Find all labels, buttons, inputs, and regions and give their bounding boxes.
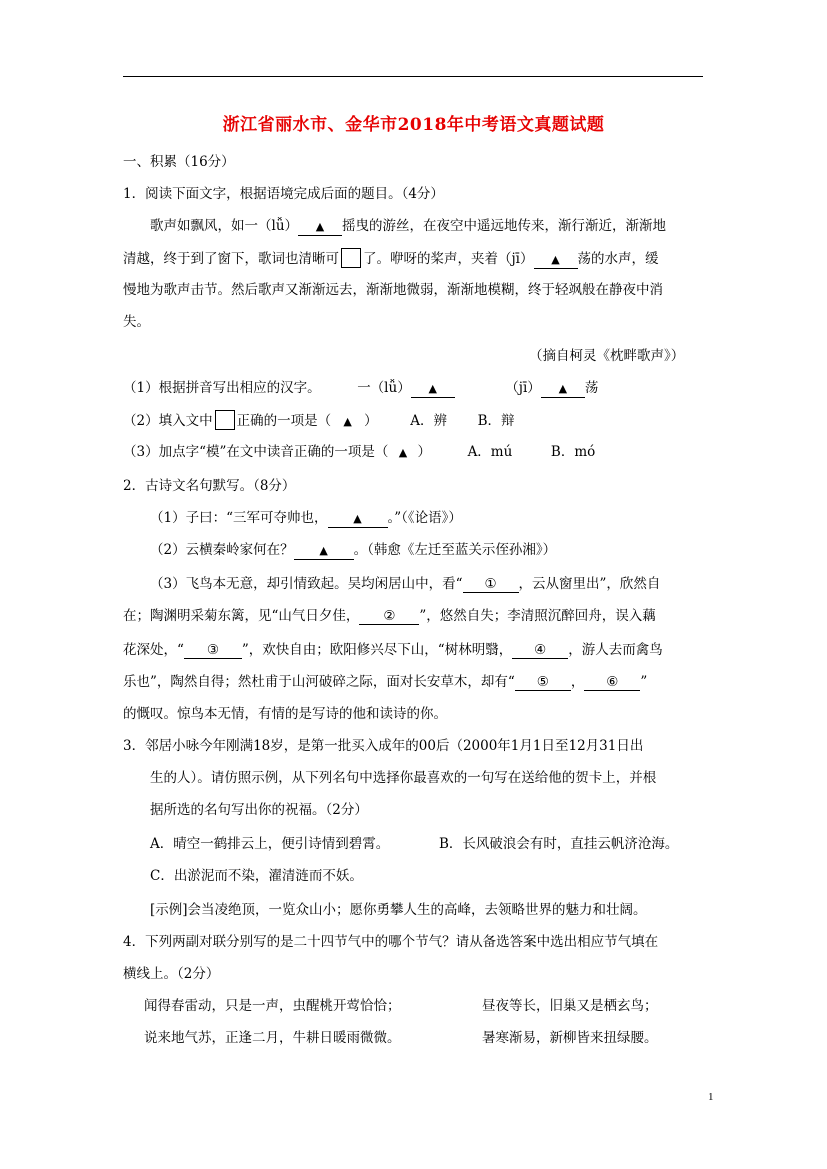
couplet2-lower: 暑寒渐易，新柳皆来扭绿腰。 <box>482 1030 658 1046</box>
q1-passage-line3: 慢地为歌声击节。然后歌声又渐渐远去，渐渐地微弱，渐渐地模糊，终于轻飒般在静夜中消 <box>123 282 663 298</box>
blank-4[interactable]: ④ <box>512 642 568 659</box>
q1-p2a: 清越，终于到了窗下，歌词也清晰可 <box>123 251 339 267</box>
q2-l1a: （1）子曰：“三军可夺帅也， <box>150 510 328 526</box>
header-rule <box>123 76 703 77</box>
triangle-icon: ▲ <box>558 382 568 395</box>
q2-l5b: ”，欢快自由；欧阳修兴尽下山，“树林明翳， <box>241 642 513 658</box>
q3-line2: 生的人）。请仿照示例，从下列名句中选择你最喜欢的一句写在送给他的贺卡上，并根 <box>150 770 657 786</box>
q1-p2c: 荡的水声，缓 <box>577 251 659 267</box>
q1-p2b: 了。咿呀的桨声，夹着（jī） <box>363 251 534 267</box>
q1-stem: 1．阅读下面文字，根据语境完成后面的题目。（4分） <box>123 186 444 202</box>
blank-6[interactable]: ⑥ <box>584 674 640 691</box>
q1-sub1 <box>123 378 598 398</box>
q1-sub3-text: （3）加点字“模”在文中读音正确的一项是（ <box>123 444 389 460</box>
answer-blank-lv[interactable] <box>411 380 455 398</box>
q2-l4b: ”，悠然自失；李清照沉醉回舟，误入藕 <box>419 608 656 624</box>
q4-line1: 4．下列两副对联分别写的是二十四节气中的哪个节气？请从备选答案中选出相应节气填在 <box>123 934 659 950</box>
q3-option-b[interactable]: B．长风破浪会有时，直挂云帆济沧海。 <box>439 836 679 852</box>
couplet1-lower: 说来地气苏，正逢二月，牛耕日暖雨微微。 <box>144 1030 401 1046</box>
q1-sub2-text2: 正确的一项是（ <box>236 413 332 429</box>
blank-lv[interactable] <box>298 218 342 236</box>
q2-l6c: ” <box>640 674 648 690</box>
blank-2[interactable]: ② <box>359 608 419 625</box>
page-title: 浙江省丽水市、金华市2018年中考语文真题试题 <box>222 115 605 135</box>
triangle-icon[interactable]: ▲ <box>343 415 352 428</box>
q1-p1b: 摇曳的游丝，在夜空中遥远地传来，渐行渐近，渐渐地 <box>342 218 667 234</box>
q2-line3 <box>150 574 660 594</box>
q1-passage-line4: 失。 <box>123 314 150 330</box>
q2-l3b: ，云从窗里出”，欣然自 <box>518 576 661 592</box>
q2-line4 <box>123 606 656 626</box>
q1-p1a: 歌声如飘风，如一（lǚ） <box>150 218 299 234</box>
q1-sub2-option-b[interactable]: B．辩 <box>477 413 515 429</box>
q1-sub3 <box>123 442 595 463</box>
triangle-icon: ▲ <box>353 512 362 525</box>
q2-l5a: 花深处，“ <box>123 642 184 658</box>
q1-passage-line2 <box>123 248 659 269</box>
q1-sub1-lv: 一（lǚ） <box>357 380 411 396</box>
q2-line6 <box>123 672 647 692</box>
blank-hanyu[interactable] <box>294 542 354 560</box>
q1-sub1-ji: （jī） <box>505 380 541 396</box>
couplet1-upper: 闻得春雷动，只是一声，虫醒桃开莺恰恰； <box>144 998 401 1014</box>
q2-line2 <box>150 540 556 560</box>
q2-stem: 2．古诗文名句默写。（8分） <box>123 478 296 494</box>
blank-3[interactable]: ③ <box>184 642 242 659</box>
blank-lunyu[interactable] <box>328 510 388 528</box>
q2-line5 <box>123 640 663 660</box>
answer-blank-ji[interactable] <box>541 380 585 398</box>
q2-l2a: （2）云横秦岭家何在？ <box>150 542 294 558</box>
q2-l1b: 。”（《论语》） <box>387 510 462 526</box>
q2-l2b: 。（韩愈《左迁至蓝关示侄孙湘》） <box>353 542 557 558</box>
fill-box <box>215 410 235 430</box>
q2-line1 <box>150 508 462 528</box>
q2-l4a: 在；陶渊明采菊东篱，见“山气日夕佳， <box>123 608 360 624</box>
q1-sub1-text: （1）根据拼音写出相应的汉字。 <box>123 380 321 396</box>
fill-box[interactable] <box>341 248 361 268</box>
triangle-icon: ▲ <box>551 253 560 266</box>
q3-line3: 据所选的名句写出你的祝福。（2分） <box>150 802 368 818</box>
q1-passage-line1 <box>150 216 666 236</box>
q3-option-a[interactable]: A．晴空一鹤排云上，便引诗情到碧霄。 <box>150 836 390 852</box>
triangle-icon[interactable]: ▲ <box>398 446 408 459</box>
q1-sub1-dang: 荡 <box>584 380 599 396</box>
q1-sub2 <box>123 410 515 432</box>
q4-line2: 横线上。（2分） <box>123 966 220 982</box>
q1-sub2-text: （2）填入文中 <box>123 413 213 429</box>
triangle-icon: ▲ <box>319 544 328 557</box>
triangle-icon: ▲ <box>428 382 437 395</box>
q2-l3a: （3）飞鸟本无意，却引情致起。吴均闲居山中，看“ <box>150 576 463 592</box>
couplet2-upper: 昼夜等长，旧巢又是栖玄鸟； <box>482 998 658 1014</box>
q2-l6b: ， <box>570 674 585 690</box>
blank-5[interactable]: ⑤ <box>515 674 571 691</box>
q1-sub2-option-a[interactable]: A．辨 <box>410 413 447 429</box>
page-number: 1 <box>708 1091 714 1103</box>
q3-option-c[interactable]: C．出淤泥而不染，濯清涟而不妖。 <box>150 868 363 884</box>
q1-sub3-option-a[interactable]: A．mú <box>467 444 513 460</box>
triangle-icon: ▲ <box>315 220 325 233</box>
q2-l6a: 乐也”，陶然自得；然杜甫于山河破碎之际，面对长安草木，却有“ <box>123 674 515 690</box>
q3-example: [示例]会当凌绝顶，一览众山小；愿你勇攀人生的高峰，去领略世界的魅力和壮阔。 <box>150 902 647 918</box>
q1-sub3-option-b[interactable]: B．mó <box>550 444 596 460</box>
q3-line1: 3．邻居小咏今年刚满18岁，是第一批买入成年的00后（2000年1月1日至12月31日出 <box>123 738 644 754</box>
q2-line7: 的慨叹。惊鸟本无情，有情的是写诗的他和读诗的你。 <box>123 706 447 722</box>
q1-sub2-close: ） <box>364 413 378 429</box>
blank-1[interactable]: ① <box>463 576 519 593</box>
section-heading: 一、积累（16分） <box>123 154 235 170</box>
q1-source: （摘自柯灵《枕畔歌声》） <box>529 348 685 364</box>
q1-sub3-close: ） <box>417 444 431 460</box>
blank-ji[interactable] <box>534 251 578 269</box>
q2-l5c: ，游人去而禽鸟 <box>568 642 663 658</box>
